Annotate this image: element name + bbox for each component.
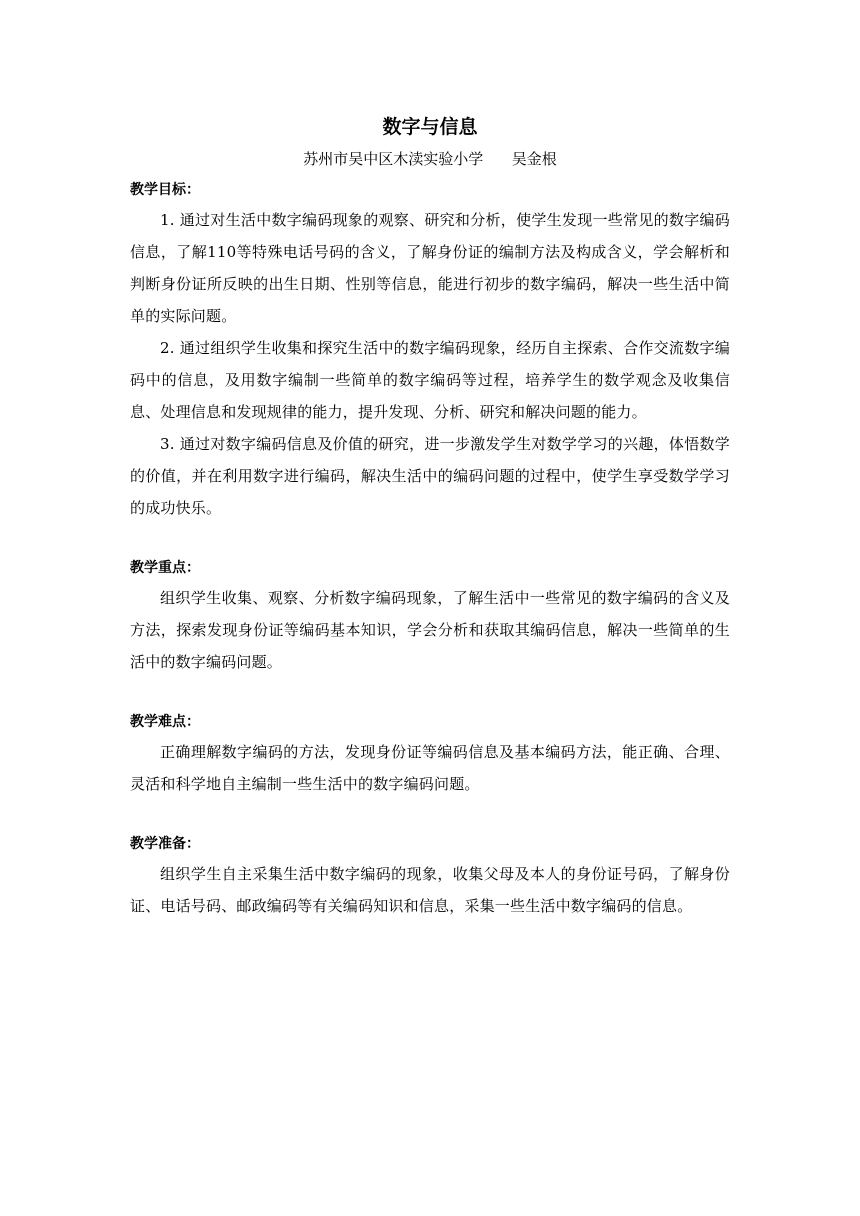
document-page <box>130 108 730 922</box>
objectives-heading: 教学目标： <box>130 182 200 198</box>
objective-paragraph-2: 2. 通过组织学生收集和探究生活中的数字编码现象，经历自主探索、合作交流数字编码中的信息，及用数字编制一些简单的数字编码等过程，培养学生的数学观念及收集信息、处理信息和发现规律的能力，提升发现、分析、研究和解决问题的能力。 <box>130 339 730 421</box>
preparation-section <box>130 830 730 922</box>
section-spacer <box>130 678 730 708</box>
key-points-heading: 教学重点： <box>130 560 200 576</box>
section-spacer <box>130 800 730 830</box>
difficulties-section <box>130 708 730 800</box>
objective-paragraph-1: 1. 通过对生活中数字编码现象的观察、研究和分析，使学生发现一些常见的数字编码信息，了解110等特殊电话号码的含义，了解身份证的编制方法及构成含义，学会解析和判断身份证所反映的出生日期、性别等信息，能进行初步的数字编码，解决一些生活中简单的实际问题。 <box>130 211 730 325</box>
key-points-paragraph: 组织学生收集、观察、分析数字编码现象，了解生活中一些常见的数字编码的含义及方法，探索发现身份证等编码基本知识，学会分析和获取其编码信息，解决一些简单的生活中的数字编码问题。 <box>130 589 730 671</box>
objectives-section <box>130 176 730 524</box>
difficulties-paragraph: 正确理解数字编码的方法，发现身份证等编码信息及基本编码方法，能正确、合理、灵活和科学地自主编制一些生活中的数字编码问题。 <box>130 743 730 793</box>
preparation-paragraph: 组织学生自主采集生活中数字编码的现象，收集父母及本人的身份证号码，了解身份证、电话号码、邮政编码等有关编码知识和信息，采集一些生活中数字编码的信息。 <box>130 865 730 915</box>
document-title: 数字与信息 <box>382 116 478 138</box>
author-byline: 苏州市吴中区木渎实验小学 吴金根 <box>303 150 557 168</box>
key-points-section <box>130 554 730 678</box>
preparation-heading: 教学准备： <box>130 836 200 852</box>
objective-paragraph-3: 3. 通过对数字编码信息及价值的研究，进一步激发学生对数学学习的兴趣，体悟数学的价值，并在利用数字进行编码，解决生活中的编码问题的过程中，使学生享受数学学习的成功快乐。 <box>130 435 730 517</box>
difficulties-heading: 教学难点： <box>130 714 200 730</box>
section-spacer <box>130 524 730 554</box>
